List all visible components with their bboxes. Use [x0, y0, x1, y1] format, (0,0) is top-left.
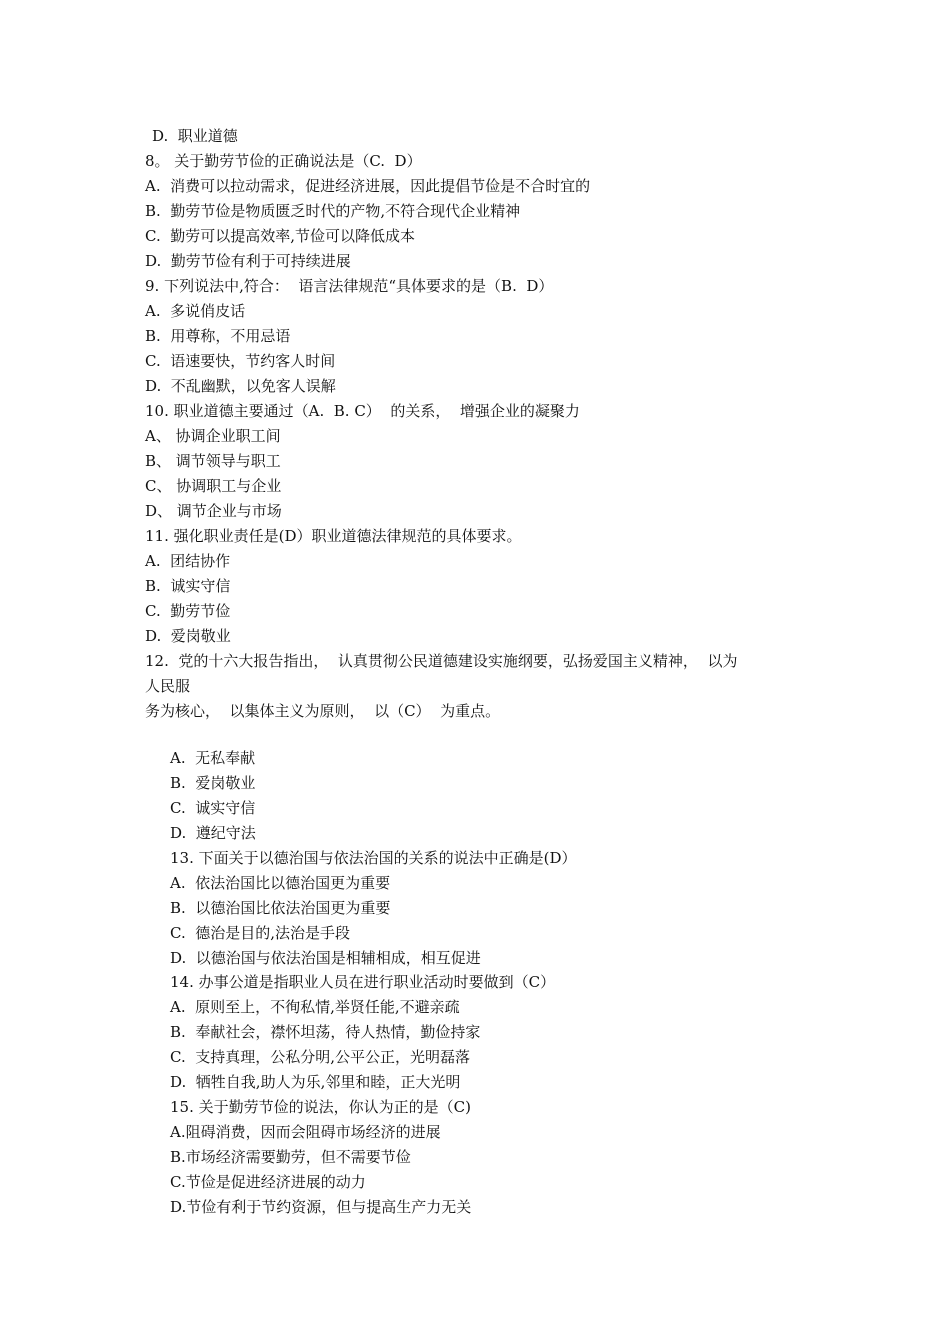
- question-12-cont: 人民服: [145, 677, 191, 695]
- option-12d: D. 遵纪守法: [170, 824, 256, 842]
- question-12: 12. 党的十六大报告指出， 认真贯彻公民道德建设实施纲要，弘扬爱国主义精神， 以为: [145, 652, 738, 670]
- option-11d: D. 爱岗敬业: [145, 627, 231, 645]
- option-14b: B. 奉献社会，襟怀坦荡，待人热情，勤俭持家: [170, 1023, 481, 1041]
- option-10d: D、 调节企业与市场: [145, 502, 282, 520]
- option-11a: A. 团结协作: [145, 552, 231, 570]
- question-9: 9. 下列说法中,符合： 语言法律规范“具体要求的是（B. D）: [145, 277, 554, 295]
- option-10c: C、 协调职工与企业: [145, 477, 282, 495]
- option-9d: D. 不乱幽默，以免客人误解: [145, 377, 336, 395]
- option-13d: D. 以德治国与依法治国是相辅相成，相互促进: [170, 949, 481, 967]
- question-8: 8。 关于勤劳节俭的正确说法是（C. D）: [145, 152, 422, 170]
- option-13c: C. 德治是目的,法治是手段: [170, 924, 351, 942]
- option-8b: B. 勤劳节俭是物质匮乏时代的产物,不符合现代企业精神: [145, 202, 521, 220]
- option-15c: C.节俭是促进经济进展的动力: [170, 1173, 366, 1191]
- option-13b: B. 以德治国比依法治国更为重要: [170, 899, 391, 917]
- option-12c: C. 诚实守信: [170, 799, 256, 817]
- question-14: 14. 办事公道是指职业人员在进行职业活动时要做到（C）: [170, 973, 556, 991]
- option-10a: A、 协调企业职工间: [145, 427, 281, 445]
- option-8d: D. 勤劳节俭有利于可持续进展: [145, 252, 351, 270]
- option-14c: C. 支持真理，公私分明,公平公正，光明磊落: [170, 1048, 471, 1066]
- option-9b: B. 用尊称，不用忌语: [145, 327, 291, 345]
- text-line: D. 职业道德: [152, 127, 238, 145]
- option-15d: D.节俭有利于节约资源，但与提高生产力无关: [170, 1198, 472, 1216]
- option-12a: A. 无私奉献: [170, 749, 256, 767]
- option-15a: A.阻碍消费，因而会阻碍市场经济的进展: [170, 1123, 441, 1141]
- option-11b: B. 诚实守信: [145, 577, 231, 595]
- option-12b: B. 爱岗敬业: [170, 774, 256, 792]
- option-10b: B、 调节领导与职工: [145, 452, 281, 470]
- question-12-cont: 务为核心， 以集体主义为原则， 以（C） 为重点。: [145, 702, 501, 720]
- question-13: 13. 下面关于以德治国与依法治国的关系的说法中正确是(D）: [170, 849, 577, 867]
- option-8c: C. 勤劳可以提高效率,节俭可以降低成本: [145, 227, 416, 245]
- option-11c: C. 勤劳节俭: [145, 602, 231, 620]
- question-10: 10. 职业道德主要通过（A. B. C） 的关系， 增强企业的凝聚力: [145, 402, 580, 420]
- option-13a: A. 依法治国比以德治国更为重要: [170, 874, 391, 892]
- option-8a: A. 消费可以拉动需求，促进经济进展，因此提倡节俭是不合时宜的: [145, 177, 591, 195]
- option-9c: C. 语速要快，节约客人时间: [145, 352, 336, 370]
- option-14d: D. 牺牲自我,助人为乐,邻里和睦，正大光明: [170, 1073, 461, 1091]
- question-15: 15. 关于勤劳节俭的说法，你认为正的是（C): [170, 1098, 471, 1116]
- option-15b: B.市场经济需要勤劳，但不需要节俭: [170, 1148, 411, 1166]
- question-11: 11. 强化职业责任是(D）职业道德法律规范的具体要求。: [145, 527, 522, 545]
- option-14a: A. 原则至上，不徇私情,举贤任能,不避亲疏: [170, 998, 460, 1016]
- option-9a: A. 多说俏皮话: [145, 302, 246, 320]
